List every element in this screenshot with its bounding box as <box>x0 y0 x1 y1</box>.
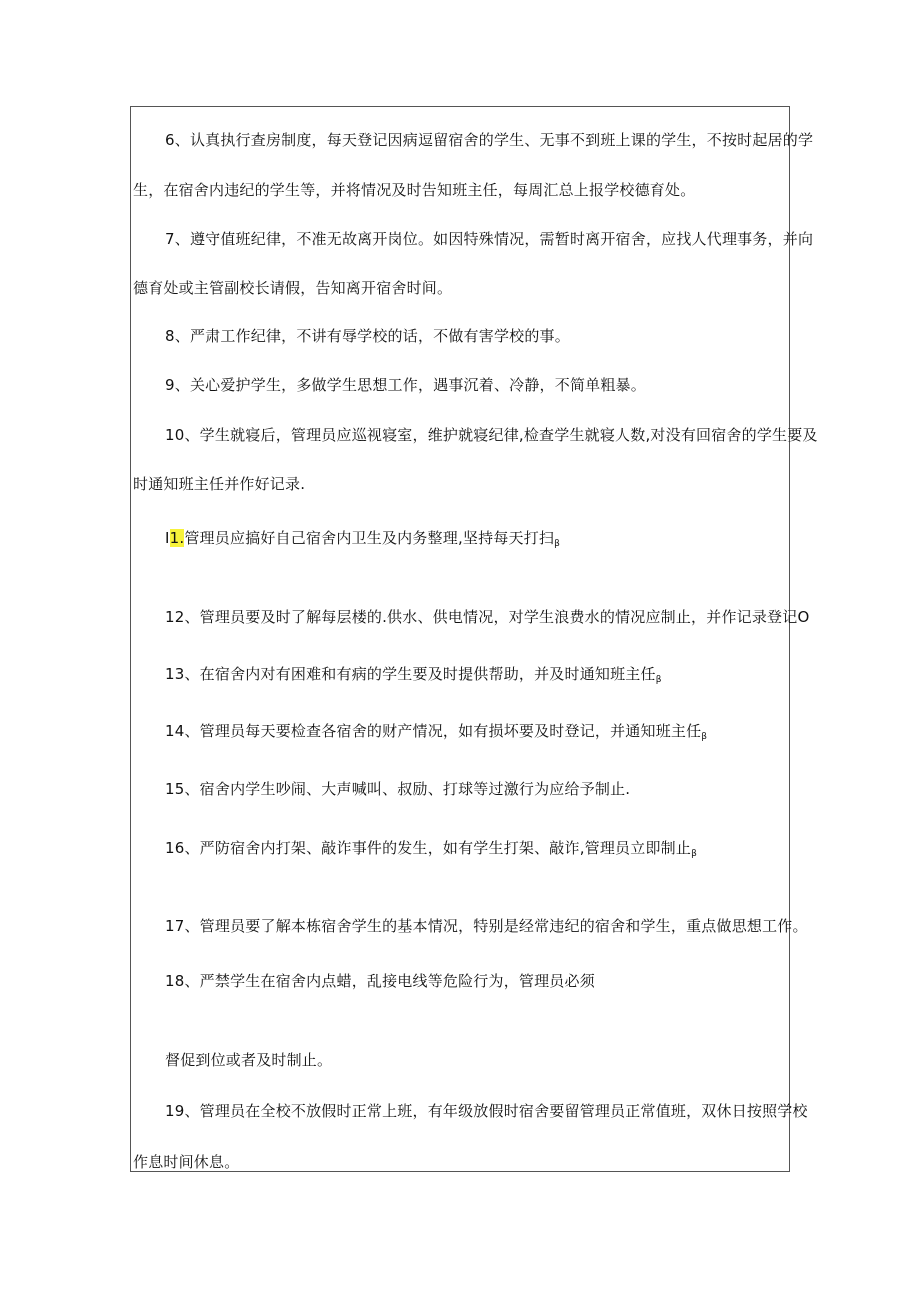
rule-8: 8、严肃工作纪律，不讲有辱学校的话，不做有害学校的事。 <box>165 327 570 345</box>
rule-14 <box>165 721 707 747</box>
rule-15: 15、宿舍内学生吵闹、大声喊叫、叔励、打球等过激行为应给予制止. <box>165 780 631 798</box>
rule-16 <box>165 838 697 864</box>
rule-9: 9、关心爱护学生，多做学生思想工作，遇事沉着、冷静，不简单粗暴。 <box>165 376 646 394</box>
rule-18-line-2: 督促到位或者及时制止。 <box>165 1051 333 1069</box>
rule-16-mark: β <box>691 849 698 859</box>
rule-6-line-2: 生，在宿舍内违纪的学生等，并将情况及时告知班主任，每周汇总上报学校德育处。 <box>133 181 696 199</box>
rule-13-mark: β <box>655 675 662 685</box>
rule-18-line-1: 18、严禁学生在宿舍内点蜡，乱接电线等危险行为，管理员必须 <box>165 972 595 990</box>
rule-14-text: 14、管理员每天要检查各宿舍的财产情况，如有损坏要及时登记，并通知班主任 <box>165 722 702 740</box>
rule-14-mark: β <box>701 732 708 742</box>
rule-11-mark: β <box>554 539 561 549</box>
rule-11-text: 管理员应搞好自己宿舍内卫生及内务整理,坚持每天打扫 <box>184 529 555 547</box>
rule-11-highlight: 1. <box>169 529 185 547</box>
rule-10-line-2: 时通知班主任并作好记录. <box>133 475 306 493</box>
rule-16-text: 16、严防宿舍内打架、敲诈事件的发生，如有学生打架、敲诈,管理员立即制止 <box>165 839 692 857</box>
rule-6-line-1: 6、认真执行查房制度，每天登记因病逗留宿舍的学生、无事不到班上课的学生，不按时起居的学 <box>165 131 814 149</box>
rule-17: 17、管理员要了解本栋宿舍学生的基本情况，特别是经常违纪的宿舍和学生，重点做思想工作。 <box>165 917 808 935</box>
rule-12: 12、管理员要及时了解每层楼的.供水、供电情况，对学生浪费水的情况应制止，并作记录登记O <box>165 608 810 626</box>
rule-11 <box>165 528 560 554</box>
document-frame <box>130 106 790 1172</box>
rule-19-line-2: 作息时间休息。 <box>133 1153 240 1171</box>
rule-13 <box>165 664 662 690</box>
rule-7-line-2: 德育处或主管副校长请假，告知离开宿舍时间。 <box>133 279 453 297</box>
rule-13-text: 13、在宿舍内对有困难和有病的学生要及时提供帮助，并及时通知班主任 <box>165 665 656 683</box>
rule-11-prefix: I <box>165 529 170 547</box>
rule-7-line-1: 7、遵守值班纪律，不准无故离开岗位。如因特殊情况，需暂时离开宿舍，应找人代理事务，并向 <box>165 230 814 248</box>
rule-19-line-1: 19、管理员在全校不放假时正常上班，有年级放假时宿舍要留管理员正常值班，双休日按照学校 <box>165 1102 808 1120</box>
rule-10-line-1: 10、学生就寝后，管理员应巡视寝室，维护就寝纪律,检查学生就寝人数,对没有回宿舍的学生要及 <box>165 426 818 444</box>
